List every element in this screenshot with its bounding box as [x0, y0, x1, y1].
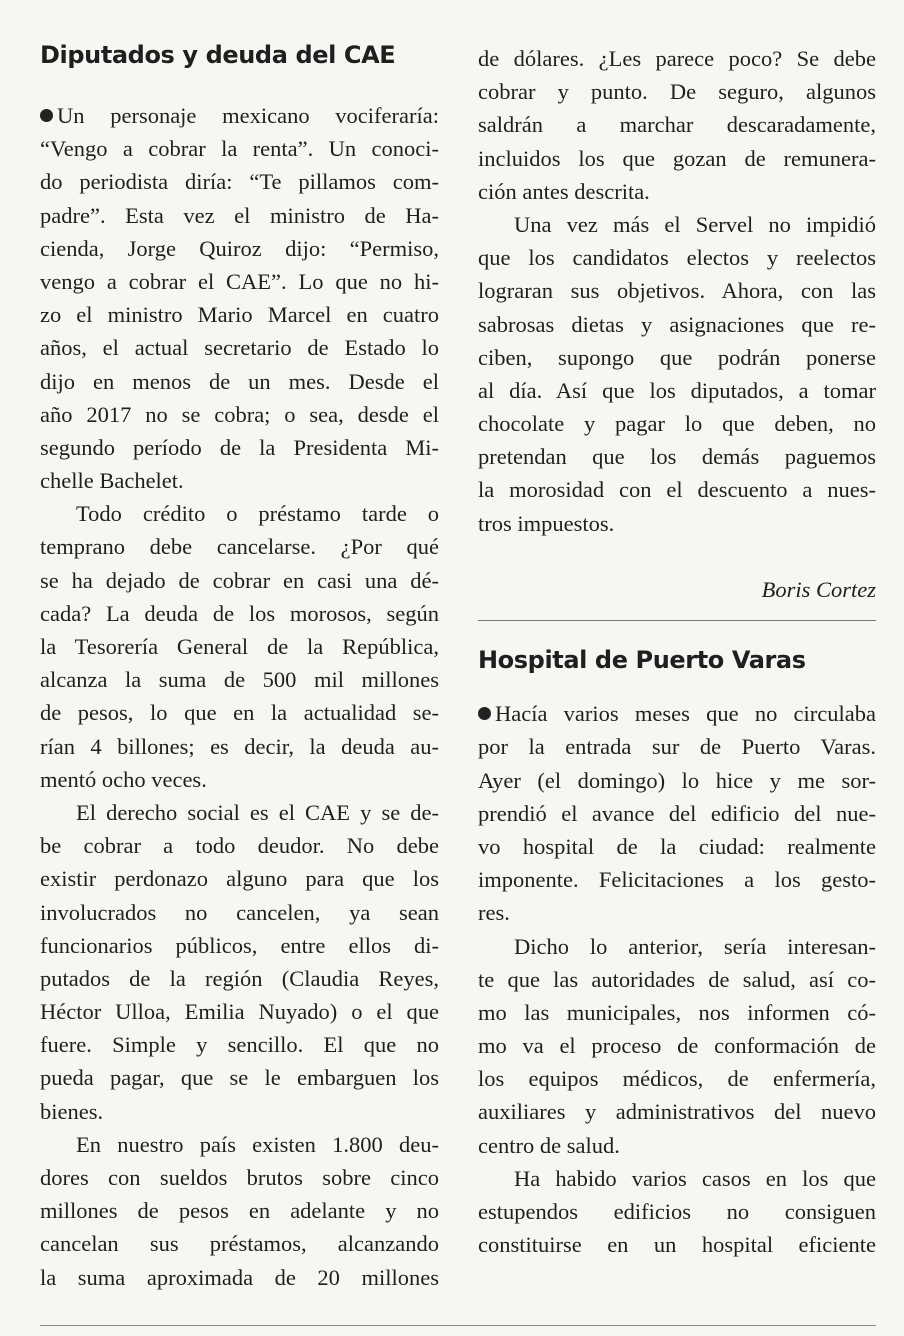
text-line: vo hospital de la ciudad: realmente [478, 833, 876, 859]
text-line: imponente. Felicitaciones a los gesto- [478, 867, 876, 893]
text-line: la Tesorería General de la República, [40, 634, 439, 659]
text-line: res. [478, 900, 510, 926]
text-line: millones de pesos en adelante y no [40, 1198, 439, 1224]
text-line: estupendos edificios no consiguen [478, 1199, 876, 1224]
text-line: prendió el avance del edificio del nue- [478, 800, 876, 826]
text-line: ciben, supongo que podrán ponerse [478, 344, 876, 370]
text-line: involucrados no cancelen, ya sean [40, 899, 439, 925]
text-line: chelle Bachelet. [40, 468, 184, 494]
text-line: la morosidad con el descuento a nues- [478, 477, 876, 503]
text-line: bienes. [40, 1098, 104, 1124]
bullet-icon [40, 109, 53, 122]
text-line: chocolate y pagar lo que deben, no [478, 411, 876, 437]
text-line: rían 4 billones; es decir, la deuda au- [40, 733, 439, 759]
text-line: El derecho social es el CAE y se de- [76, 799, 439, 825]
text-line: incluidos los que gozan de remunera- [478, 145, 876, 171]
text-line: al día. Así que los diputados, a tomar [478, 377, 876, 403]
bullet-icon [478, 707, 491, 720]
text-line: dijo en menos de un mes. Desde el [40, 368, 439, 394]
text-line: En nuestro país existen 1.800 deu- [76, 1131, 439, 1157]
text-line: padre”. Esta vez el ministro de Ha- [40, 202, 439, 228]
text-line: sabrosas dietas y asignaciones que re- [478, 311, 876, 337]
text-line: temprano debe cancelarse. ¿Por qué [40, 534, 439, 560]
text-line: zo el ministro Mario Marcel en cuatro [40, 302, 439, 328]
letter-author: Boris Cortez [761, 577, 876, 602]
text-line: te que las autoridades de salud, así co- [478, 966, 876, 992]
letter-body [478, 697, 876, 1261]
text-line: existir perdonazo alguno para que los [40, 866, 439, 892]
text-line: cada? La deuda de los morosos, según [40, 600, 439, 626]
text-line: pueda pagar, que se le embarguen los [40, 1065, 439, 1091]
text-line: lograran sus objetivos. Ahora, con las [478, 278, 876, 304]
text-line: Ayer (el domingo) lo hice y me sor- [478, 767, 876, 793]
text-line: por la entrada sur de Puerto Varas. [478, 734, 876, 760]
text-line: “Vengo a cobrar la renta”. Un conoci- [40, 136, 439, 162]
text-line: vengo a cobrar el CAE”. Lo que no hi- [40, 268, 439, 294]
text-line: Un personaje mexicano vociferaría: [57, 103, 439, 128]
text-line: alcanza la suma de 500 mil millones [40, 667, 439, 693]
text-line: funcionarios públicos, entre ellos di- [40, 932, 439, 958]
text-line: que los candidatos electos y reelectos [478, 245, 876, 271]
text-line: mentó ocho veces. [40, 766, 207, 792]
text-line: putados de la región (Claudia Reyes, [40, 965, 439, 991]
letter-body [40, 99, 439, 1294]
text-line: Dicho lo anterior, sería interesan- [514, 933, 876, 959]
text-line: de dólares. ¿Les parece poco? Se debe [478, 46, 876, 71]
text-line: centro de salud. [478, 1132, 620, 1158]
text-line: segundo período de la Presidenta Mi- [40, 434, 439, 460]
text-line: Hacía varios meses que no circulaba [495, 701, 876, 727]
text-line: Todo crédito o préstamo tarde o [76, 501, 439, 527]
text-line: la suma aproximada de 20 millones [40, 1264, 439, 1290]
text-line: Una vez más el Servel no impidió [514, 211, 876, 237]
section-divider [478, 620, 876, 621]
text-line: mo va el proceso de conformación de [478, 1033, 876, 1059]
text-line: ción antes descrita. [478, 178, 650, 204]
text-line: se ha dejado de cobrar en casi una dé- [40, 567, 439, 593]
text-line: año 2017 no se cobra; o sea, desde el [40, 401, 439, 427]
text-line: cobrar y punto. De seguro, algunos [478, 79, 876, 105]
text-line: auxiliares y administrativos del nuevo [478, 1099, 876, 1125]
letter-body-continued [478, 42, 876, 606]
text-line: cancelan sus préstamos, alcanzando [40, 1231, 439, 1257]
text-line: cienda, Jorge Quiroz dijo: “Permiso, [40, 235, 439, 261]
text-line: saldrán a marchar descaradamente, [478, 112, 876, 138]
text-line: los equipos médicos, de enfermería, [478, 1066, 876, 1092]
text-line: do periodista diría: “Te pillamos com- [40, 169, 439, 195]
text-line: tros impuestos. [478, 510, 615, 536]
text-line: pretendan que los demás paguemos [478, 444, 876, 470]
text-line: años, el actual secretario de Estado lo [40, 335, 439, 361]
text-line: Ha habido varios casos en los que [514, 1165, 876, 1191]
text-line: constituirse en un hospital eficiente [478, 1232, 876, 1258]
letter-title: Diputados y deuda del CAE [40, 41, 396, 69]
bottom-divider [40, 1325, 876, 1326]
right-column [478, 30, 876, 1261]
text-line: fuere. Simple y sencillo. El que no [40, 1032, 439, 1058]
left-column [40, 30, 439, 1294]
text-line: de pesos, lo que en la actualidad se- [40, 700, 439, 726]
letter-title: Hospital de Puerto Varas [478, 646, 806, 675]
text-line: be cobrar a todo deudor. No debe [40, 833, 439, 859]
text-line: mo las municipales, nos informen có- [478, 999, 876, 1025]
text-line: Héctor Ulloa, Emilia Nuyado) o el que [40, 999, 439, 1025]
text-line: dores con sueldos brutos sobre cinco [40, 1165, 439, 1190]
